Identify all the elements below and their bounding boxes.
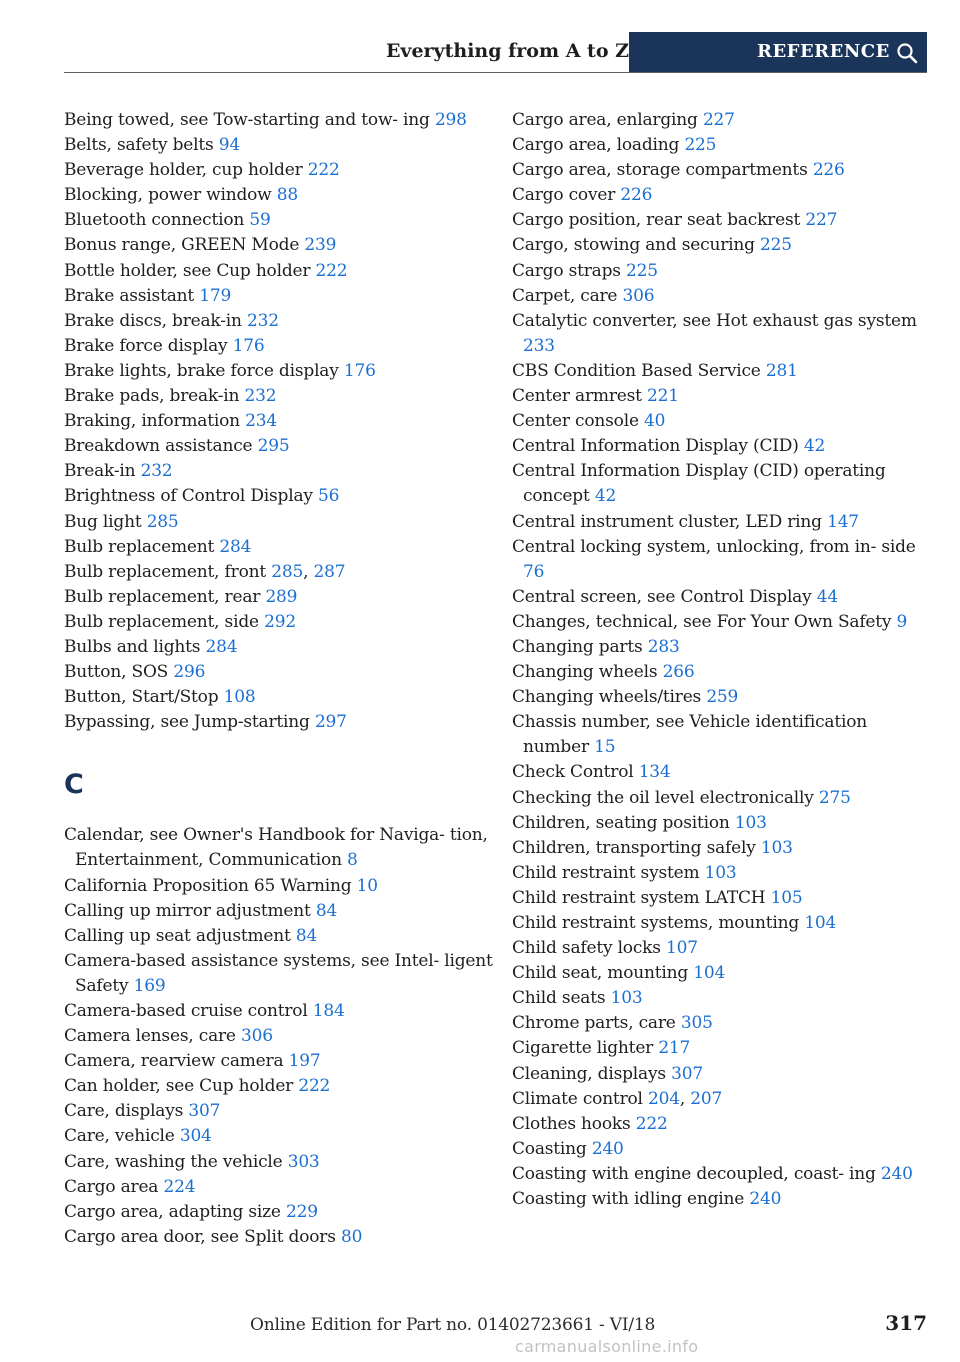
index-entry (512, 309, 930, 359)
page-link[interactable]: 283 (647, 636, 680, 657)
index-entry (512, 233, 930, 258)
index-entry (64, 685, 504, 710)
page-link[interactable]: 227 (805, 210, 838, 231)
index-entry (512, 911, 930, 936)
index-term: Coasting with idling engine (512, 1189, 745, 1210)
page-link[interactable]: 42 (594, 486, 617, 507)
index-entry (64, 1124, 504, 1149)
index-term: Cargo area, adapting size (64, 1201, 281, 1222)
index-term: Child restraint system LATCH (512, 887, 766, 908)
index-term: Changing parts (512, 636, 643, 657)
index-term: Carpet, care (512, 285, 618, 306)
index-term: Clothes hooks (512, 1113, 631, 1134)
index-entry: Climate control 204, 207 (512, 1088, 723, 1109)
index-column-left (64, 108, 504, 1250)
index-term: Bypassing, see Jump-starting (64, 712, 310, 733)
index-term: Bulb replacement, rear (64, 586, 261, 607)
page-link[interactable]: 94 (218, 135, 240, 156)
page-link[interactable]: 232 (140, 461, 173, 482)
index-entry (64, 133, 504, 158)
index-term: Bonus range, GREEN Mode (64, 235, 300, 256)
page-link[interactable]: 104 (804, 913, 837, 933)
index-entry (64, 1200, 504, 1225)
index-term: Bluetooth connection (64, 210, 245, 231)
page-link[interactable]: 285 (146, 511, 179, 532)
index-term: Changes, technical, see For Your Own Safety (512, 611, 892, 632)
page-link[interactable]: 226 (812, 160, 845, 181)
index-term: Coasting (512, 1138, 587, 1159)
index-letter-heading: C (64, 769, 84, 801)
index-term: Center armrest (512, 386, 642, 407)
page-link[interactable]: 179 (199, 285, 232, 306)
index-entry (512, 635, 930, 660)
page-link[interactable]: 284 (205, 636, 238, 657)
page-link[interactable]: 76 (523, 561, 545, 582)
index-term: Brake force display (64, 335, 228, 356)
page-link[interactable]: 103 (704, 862, 737, 883)
index-entry (512, 359, 930, 384)
index-term: Breakdown assistance (64, 436, 253, 457)
index-term: Beverage holder, cup holder (64, 160, 303, 181)
index-entry (64, 999, 504, 1024)
index-term: Central instrument cluster, LED ring (512, 511, 822, 532)
index-term: Cargo area, loading (512, 135, 680, 156)
index-term: Belts, safety belts (64, 135, 214, 156)
index-entry (64, 660, 504, 685)
page-link[interactable]: 44 (816, 586, 838, 607)
index-term: Cargo area (64, 1176, 159, 1197)
index-entry (64, 284, 504, 309)
index-term: Break-in (64, 461, 136, 482)
page-link[interactable]: 225 (626, 260, 658, 281)
index-entry (512, 936, 930, 961)
page-link[interactable]: 307 (671, 1063, 703, 1084)
index-term: Central locking system, unlocking, from in‐ side (512, 536, 916, 557)
page-link[interactable]: 306 (241, 1026, 273, 1047)
page-link[interactable]: 307 (188, 1101, 221, 1122)
index-term: Care, washing the vehicle (64, 1151, 283, 1172)
page-link[interactable]: 303 (287, 1151, 320, 1172)
page-link[interactable]: 56 (318, 486, 340, 507)
page-link[interactable]: 306 (622, 285, 655, 306)
index-entry (512, 836, 930, 861)
page-link[interactable]: 42 (803, 436, 826, 457)
index-term: Bulb replacement, front (64, 561, 266, 582)
page-link[interactable]: 169 (133, 975, 166, 996)
index-term: Button, SOS (64, 662, 169, 683)
index-term: Checking the oil level electronically (512, 787, 814, 808)
index-entry (64, 710, 504, 735)
index-term: Bug light (64, 511, 142, 532)
index-term: Catalytic converter, see Hot exhaust gas system (512, 310, 917, 331)
page-link[interactable]: 305 (680, 1013, 713, 1034)
index-term: Child restraint systems, mounting (512, 913, 800, 933)
page-link[interactable]: 88 (276, 185, 298, 206)
index-entry (64, 459, 504, 484)
index-term: Bulb replacement, side (64, 611, 259, 632)
page-link[interactable]: 232 (246, 310, 279, 331)
index-entry (512, 259, 930, 284)
page-link[interactable]: 224 (163, 1176, 196, 1197)
index-term: Care, displays (64, 1101, 184, 1122)
index-term: Care, vehicle (64, 1126, 175, 1147)
page-link[interactable]: 184 (312, 1001, 345, 1021)
page-link[interactable]: 284 (219, 536, 252, 557)
page-link[interactable]: 259 (706, 687, 739, 708)
index-term: Central Information Display (CID) (512, 436, 799, 457)
page-link[interactable]: 222 (307, 160, 340, 181)
index-term: Child safety locks (512, 938, 661, 959)
index-entry (512, 1187, 930, 1212)
index-entry (512, 108, 930, 133)
page-link[interactable]: 287 (313, 561, 346, 582)
index-term: Cargo cover (512, 185, 616, 206)
page-link[interactable]: 275 (818, 787, 851, 808)
index-term: Brake assistant (64, 285, 195, 306)
index-entry (64, 183, 504, 208)
index-term: Cargo straps (512, 260, 621, 281)
index-term: Cargo area, enlarging (512, 110, 698, 130)
page-link[interactable]: 8 (347, 850, 358, 871)
index-term: Camera-based cruise control (64, 1001, 308, 1021)
index-entry (512, 208, 930, 233)
page-header (64, 32, 927, 73)
index-entry (64, 899, 504, 924)
index-entry (512, 961, 930, 986)
index-term: Blocking, power window (64, 185, 272, 206)
page-link[interactable]: 176 (343, 360, 376, 381)
index-entry (512, 284, 930, 309)
page-link[interactable]: 304 (179, 1126, 212, 1147)
index-entry: Bulb replacement, front 285, 287 (64, 561, 346, 582)
page-link[interactable]: 103 (734, 812, 767, 833)
index-entry (64, 334, 504, 359)
index-term: Brake lights, brake force display (64, 360, 339, 381)
index-entry (512, 158, 930, 183)
page-link[interactable]: 229 (286, 1201, 318, 1222)
page-link[interactable]: 233 (523, 335, 555, 356)
index-column-right (512, 108, 930, 1212)
index-entry (512, 610, 930, 635)
index-entry (64, 409, 504, 434)
index-entry (64, 309, 504, 334)
page-link[interactable]: 40 (644, 411, 666, 432)
index-entry (512, 786, 930, 811)
index-entry (512, 1112, 930, 1137)
index-entry (64, 924, 504, 949)
index-entry (64, 610, 504, 635)
page-link[interactable]: 266 (662, 662, 695, 683)
index-term: Brake discs, break-in (64, 310, 242, 331)
page-link[interactable]: 225 (684, 135, 717, 156)
page-link[interactable]: 134 (638, 762, 671, 783)
index-term: Bottle holder, see Cup holder (64, 260, 311, 281)
index-term: Button, Start/Stop (64, 687, 219, 708)
page-link[interactable]: 84 (295, 925, 318, 946)
index-term: Being towed, see Tow-starting and tow‐ ing (64, 110, 430, 130)
index-entry (512, 760, 930, 785)
index-entry (64, 949, 504, 999)
page-link[interactable]: 240 (749, 1189, 782, 1210)
index-term: Calling up mirror adjustment (64, 900, 311, 921)
page-link[interactable]: 240 (591, 1138, 624, 1159)
index-entry (512, 986, 930, 1011)
edition-note: Online Edition for Part no. 01402723661 - VI/18 (250, 1315, 656, 1335)
index-term: Central screen, see Control Display (512, 586, 812, 607)
index-entry (64, 108, 504, 133)
index-entry (512, 1162, 930, 1187)
index-term: Changing wheels (512, 662, 658, 683)
page-link[interactable]: 197 (288, 1051, 321, 1072)
index-entry (512, 811, 930, 836)
index-term: Changing wheels/tires (512, 687, 702, 708)
index-entry (512, 459, 930, 509)
index-term: Check Control (512, 762, 634, 783)
page-link[interactable]: 59 (249, 210, 271, 231)
page-link[interactable]: 84 (315, 900, 338, 921)
page-link[interactable]: 103 (760, 837, 793, 858)
index-entry (64, 510, 504, 535)
index-term: California Proposition 65 Warning (64, 875, 352, 896)
index-term: Children, transporting safely (512, 837, 756, 858)
site-watermark: carmanualsonline.info (515, 1337, 699, 1356)
index-term: Cleaning, displays (512, 1063, 666, 1084)
page-link[interactable]: 239 (304, 235, 337, 256)
index-entry (512, 510, 930, 535)
index-term: Bulbs and lights (64, 636, 201, 657)
index-term: Children, seating position (512, 812, 730, 833)
index-entry (512, 384, 930, 409)
index-term: Cargo area, storage compartments (512, 160, 808, 181)
page-link[interactable]: 232 (244, 386, 277, 407)
index-term: Coasting with engine decoupled, coast‐ ing (512, 1163, 876, 1184)
index-term: Cargo position, rear seat backrest (512, 210, 801, 231)
page-link[interactable]: 295 (257, 436, 290, 457)
index-term: Child seats (512, 988, 606, 1009)
page-link[interactable]: 9 (896, 611, 908, 632)
index-entry (64, 259, 504, 284)
page-link[interactable]: 234 (245, 411, 277, 432)
index-entry (512, 710, 930, 760)
index-entry (64, 1225, 504, 1250)
index-entry (64, 1099, 504, 1124)
index-entry (512, 183, 930, 208)
index-entry (64, 208, 504, 233)
index-entry (64, 635, 504, 660)
index-entry (512, 585, 930, 610)
index-entry (64, 434, 504, 459)
index-entry (64, 233, 504, 258)
index-entry (64, 585, 504, 610)
index-term: Calling up seat adjustment (64, 925, 291, 946)
index-term: Camera, rearview camera (64, 1051, 284, 1072)
index-term: Camera-based assistance systems, see Intel‐ ligent Safety (64, 950, 493, 996)
page-link[interactable]: 15 (594, 737, 616, 758)
page-link[interactable]: 285 (271, 561, 304, 582)
index-term: Braking, information (64, 411, 240, 432)
index-term: Central Information Display (CID) operating concept (512, 461, 886, 507)
page-link[interactable]: 222 (635, 1113, 668, 1134)
page-link[interactable]: 281 (765, 360, 798, 381)
page-link[interactable]: 103 (610, 988, 643, 1009)
index-entry (512, 1062, 930, 1087)
page-link[interactable]: 292 (264, 611, 296, 632)
page-link[interactable]: 240 (880, 1163, 913, 1184)
index-entry (64, 823, 504, 873)
index-term: Child restraint system (512, 862, 700, 883)
index-term: Cargo area door, see Split doors (64, 1226, 336, 1247)
page-link[interactable]: 222 (315, 260, 348, 281)
index-term: Climate control (512, 1088, 643, 1109)
index-entry (64, 1024, 504, 1049)
index-entry (512, 1011, 930, 1036)
index-term: Cargo, stowing and securing (512, 235, 755, 256)
index-entry (512, 685, 930, 710)
index-term: Can holder, see Cup holder (64, 1076, 294, 1097)
index-term: Bulb replacement (64, 536, 215, 557)
index-entry (512, 409, 930, 434)
index-entry (512, 434, 930, 459)
index-entry (64, 1074, 504, 1099)
page-link[interactable]: 107 (666, 938, 698, 959)
index-entry (512, 886, 930, 911)
search-icon (895, 41, 919, 65)
page-link[interactable]: 108 (223, 687, 256, 708)
index-entry (64, 1150, 504, 1175)
page-link[interactable]: 207 (690, 1088, 723, 1109)
page-link[interactable]: 227 (702, 110, 735, 130)
index-term: Calendar, see Owner's Handbook for Naviga‐ tion, Entertainment, Communication (64, 825, 488, 871)
index-term: Child seat, mounting (512, 963, 689, 984)
index-term: Brightness of Control Display (64, 486, 313, 507)
page-link[interactable]: 10 (356, 875, 378, 896)
section-label: REFERENCE (757, 41, 890, 62)
page-link[interactable]: 105 (770, 887, 803, 908)
page-link[interactable]: 296 (173, 662, 206, 683)
index-entry (64, 484, 504, 509)
index-term: Camera lenses, care (64, 1026, 236, 1047)
index-entry (512, 660, 930, 685)
section-tab (629, 32, 927, 72)
page-link[interactable]: 298 (434, 110, 467, 130)
index-entry (512, 1036, 930, 1061)
header-title: Everything from A to Z (385, 40, 629, 62)
index-entry (64, 1175, 504, 1200)
page-link[interactable]: 289 (265, 586, 298, 607)
index-entry (512, 133, 930, 158)
index-term: Cigarette lighter (512, 1038, 654, 1059)
index-term: Brake pads, break-in (64, 386, 240, 407)
index-entry (64, 359, 504, 384)
index-entry (512, 1137, 930, 1162)
index-term: Chassis number, see Vehicle identification number (512, 712, 868, 758)
index-entry (64, 535, 504, 560)
page-link[interactable]: 226 (620, 185, 653, 206)
index-term: CBS Condition Based Service (512, 360, 761, 381)
page-link[interactable]: 225 (760, 235, 792, 256)
page-number: 317 (885, 1311, 927, 1335)
page-link[interactable]: 217 (658, 1038, 691, 1059)
index-entry (64, 158, 504, 183)
index-term: Chrome parts, care (512, 1013, 676, 1034)
index-entry (64, 1049, 504, 1074)
page-link[interactable]: 297 (314, 712, 347, 733)
page-link[interactable]: 222 (298, 1076, 331, 1097)
page-link[interactable]: 221 (646, 386, 679, 407)
index-term: Center console (512, 411, 639, 432)
page-link[interactable]: 176 (232, 335, 265, 356)
page-link[interactable]: 80 (340, 1226, 363, 1247)
index-entry (512, 861, 930, 886)
index-entry (64, 874, 504, 899)
page-link[interactable]: 204 (648, 1088, 680, 1109)
page-link[interactable]: 147 (827, 511, 859, 532)
page-link[interactable]: 104 (693, 963, 726, 984)
index-entry (64, 384, 504, 409)
index-entry (512, 535, 930, 585)
